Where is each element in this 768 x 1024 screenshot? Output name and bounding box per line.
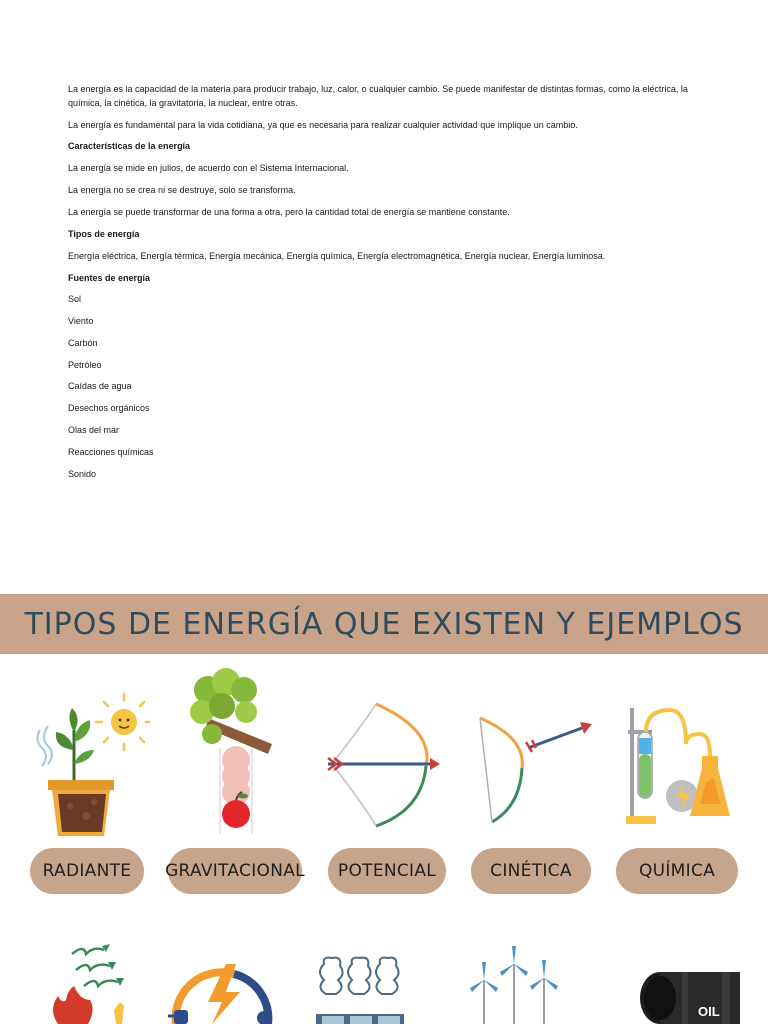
label-quimica: QUÍMICA	[616, 848, 738, 894]
chemical-lab-flasks-icon	[624, 704, 732, 832]
source-item: Viento	[68, 316, 94, 326]
characteristic-item: La energía se puede transformar de una forma a otra, pero la cantidad total de energía se mantiene constante.	[68, 207, 510, 217]
source-item: Carbón	[68, 338, 98, 348]
source-item: Sol	[68, 294, 82, 304]
kinetic-bow-arrow-icon	[470, 714, 594, 826]
types-text: Energía eléctrica, Energía térmica, Energía mecánica, Energía química, Energía electromagnética, Energía nuclear, Energía luminosa.	[68, 251, 606, 261]
label-gravitacional: GRAVITACIONAL	[168, 848, 302, 894]
types-heading: Tipos de energía	[68, 229, 140, 239]
infographic-title: TIPOS DE ENERGÍA QUE EXISTEN Y EJEMPLOS	[24, 606, 744, 642]
electric-gauge-icon	[164, 958, 276, 1024]
intro-paragraph-2: La energía es fundamental para la vida cotidiana, ya que es necesaria para realizar cualquier actividad que implique un cambio.	[68, 120, 578, 130]
source-item: Olas del mar	[68, 425, 120, 435]
gravitational-tree-apple-icon	[188, 668, 278, 838]
sources-heading: Fuentes de energía	[68, 273, 151, 283]
label-radiante: RADIANTE	[30, 848, 144, 894]
characteristic-item: La energía se mide en julios, de acuerdo con el Sistema Internacional.	[68, 163, 349, 173]
source-item: Desechos orgánicos	[68, 403, 150, 413]
oil-barrel-icon	[622, 968, 742, 1024]
thermal-fire-icon	[40, 940, 140, 1024]
source-item: Petróleo	[68, 360, 102, 370]
source-item: Sonido	[68, 469, 97, 479]
barrel-label: OIL	[698, 1004, 720, 1019]
source-item: Caídas de agua	[68, 381, 132, 391]
source-item: Reacciones químicas	[68, 447, 154, 457]
infographic-banner	[0, 594, 768, 654]
wind-turbines-icon	[466, 944, 562, 1024]
label-cinetica: CINÉTICA	[471, 848, 591, 894]
characteristics-heading: Características de la energía	[68, 141, 191, 151]
characteristic-item: La energía no se crea ni se destruye, solo se transforma.	[68, 185, 296, 195]
intro-paragraph-1: La energía es la capacidad de la materia para producir trabajo, luz, calor, o cualquier cambio. Se puede manifestar de distintas formas, como la eléctrica, la química, la cinética, la gravitatoria, la nuclear, entre otras.	[68, 84, 688, 108]
energy-types-infographic	[0, 654, 768, 1024]
label-potencial: POTENCIAL	[328, 848, 446, 894]
radiant-plant-sun-icon	[30, 690, 150, 840]
nuclear-cooling-towers-icon	[312, 954, 408, 1024]
potential-bow-icon	[322, 700, 442, 830]
